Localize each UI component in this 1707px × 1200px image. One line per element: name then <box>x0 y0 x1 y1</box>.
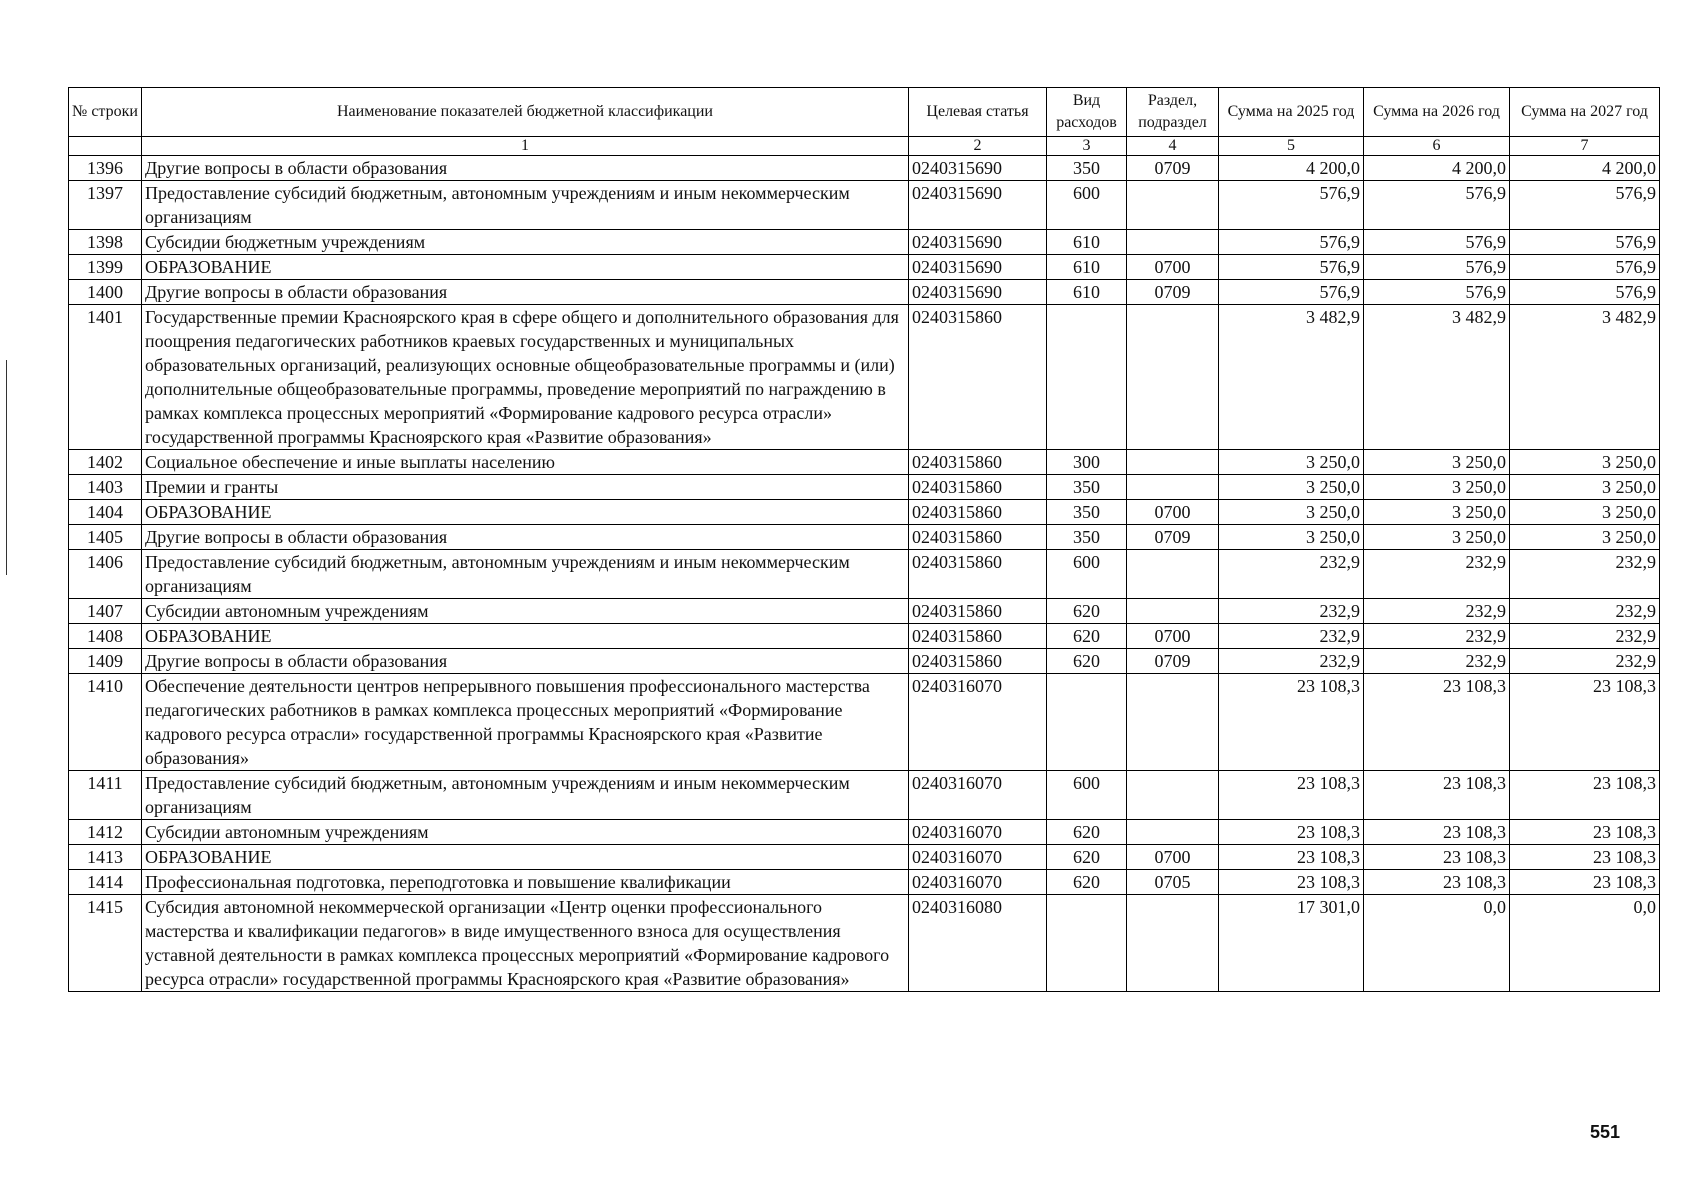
table-row <box>69 624 1660 649</box>
row-target-code: 0240315690 <box>909 181 1047 230</box>
table-row <box>69 181 1660 230</box>
row-number: 1412 <box>69 820 142 845</box>
row-amount-2027: 232,9 <box>1510 599 1660 624</box>
table-row <box>69 820 1660 845</box>
row-amount-2027: 3 250,0 <box>1510 475 1660 500</box>
row-section: 0709 <box>1127 156 1219 181</box>
table-body <box>69 156 1660 992</box>
row-expense-kind: 620 <box>1047 820 1127 845</box>
row-amount-2027: 576,9 <box>1510 255 1660 280</box>
row-target-code: 0240315860 <box>909 525 1047 550</box>
row-section <box>1127 550 1219 599</box>
row-number: 1398 <box>69 230 142 255</box>
row-amount-2027: 23 108,3 <box>1510 771 1660 820</box>
header-section: Раздел, подраздел <box>1127 88 1219 137</box>
row-name: Другие вопросы в области образования <box>142 280 909 305</box>
row-target-code: 0240316070 <box>909 820 1047 845</box>
budget-table <box>68 87 1660 992</box>
row-number: 1402 <box>69 450 142 475</box>
row-expense-kind: 610 <box>1047 230 1127 255</box>
row-target-code: 0240316070 <box>909 870 1047 895</box>
row-expense-kind <box>1047 305 1127 450</box>
table-row <box>69 771 1660 820</box>
row-number: 1406 <box>69 550 142 599</box>
row-amount-2027: 23 108,3 <box>1510 870 1660 895</box>
margin-mark <box>6 360 7 575</box>
row-target-code: 0240315690 <box>909 156 1047 181</box>
table-header-row <box>69 88 1660 137</box>
row-section: 0705 <box>1127 870 1219 895</box>
row-section <box>1127 599 1219 624</box>
row-amount-2026: 3 250,0 <box>1364 450 1510 475</box>
row-expense-kind: 620 <box>1047 624 1127 649</box>
row-amount-2026: 23 108,3 <box>1364 674 1510 771</box>
row-name: ОБРАЗОВАНИЕ <box>142 500 909 525</box>
row-expense-kind: 600 <box>1047 181 1127 230</box>
row-section: 0700 <box>1127 500 1219 525</box>
row-name: Другие вопросы в области образования <box>142 525 909 550</box>
row-target-code: 0240315690 <box>909 255 1047 280</box>
column-number: 3 <box>1047 137 1127 156</box>
row-number: 1404 <box>69 500 142 525</box>
row-expense-kind: 350 <box>1047 475 1127 500</box>
row-number: 1397 <box>69 181 142 230</box>
row-amount-2025: 23 108,3 <box>1219 870 1364 895</box>
row-amount-2027: 576,9 <box>1510 230 1660 255</box>
row-amount-2025: 3 250,0 <box>1219 475 1364 500</box>
row-amount-2027: 3 482,9 <box>1510 305 1660 450</box>
row-number: 1403 <box>69 475 142 500</box>
table-row <box>69 280 1660 305</box>
table-row <box>69 550 1660 599</box>
row-name: Субсидии бюджетным учреждениям <box>142 230 909 255</box>
header-2026: Сумма на 2026 год <box>1364 88 1510 137</box>
header-2025: Сумма на 2025 год <box>1219 88 1364 137</box>
row-amount-2025: 3 482,9 <box>1219 305 1364 450</box>
row-target-code: 0240315860 <box>909 450 1047 475</box>
row-number: 1409 <box>69 649 142 674</box>
row-section: 0709 <box>1127 649 1219 674</box>
column-number: 7 <box>1510 137 1660 156</box>
row-expense-kind: 620 <box>1047 649 1127 674</box>
row-number: 1399 <box>69 255 142 280</box>
row-amount-2025: 3 250,0 <box>1219 450 1364 475</box>
row-number: 1400 <box>69 280 142 305</box>
row-amount-2025: 23 108,3 <box>1219 674 1364 771</box>
row-name: ОБРАЗОВАНИЕ <box>142 845 909 870</box>
row-amount-2025: 576,9 <box>1219 230 1364 255</box>
row-amount-2027: 576,9 <box>1510 280 1660 305</box>
row-amount-2026: 232,9 <box>1364 624 1510 649</box>
row-target-code: 0240315860 <box>909 624 1047 649</box>
row-amount-2026: 576,9 <box>1364 255 1510 280</box>
row-amount-2026: 232,9 <box>1364 649 1510 674</box>
row-number: 1396 <box>69 156 142 181</box>
row-amount-2026: 3 250,0 <box>1364 525 1510 550</box>
row-name: Предоставление субсидий бюджетным, автономным учреждениям и иным некоммерческим организациям <box>142 550 909 599</box>
row-amount-2027: 232,9 <box>1510 550 1660 599</box>
row-amount-2026: 4 200,0 <box>1364 156 1510 181</box>
row-expense-kind: 300 <box>1047 450 1127 475</box>
row-amount-2026: 576,9 <box>1364 181 1510 230</box>
table-row <box>69 305 1660 450</box>
row-number: 1411 <box>69 771 142 820</box>
row-name: Профессиональная подготовка, переподготовка и повышение квалификации <box>142 870 909 895</box>
table-row <box>69 674 1660 771</box>
row-target-code: 0240316070 <box>909 845 1047 870</box>
table-row <box>69 599 1660 624</box>
row-name: Социальное обеспечение и иные выплаты населению <box>142 450 909 475</box>
table-row <box>69 525 1660 550</box>
row-amount-2025: 4 200,0 <box>1219 156 1364 181</box>
row-expense-kind <box>1047 674 1127 771</box>
table-row <box>69 255 1660 280</box>
row-amount-2026: 232,9 <box>1364 550 1510 599</box>
column-number: 6 <box>1364 137 1510 156</box>
row-target-code: 0240316070 <box>909 674 1047 771</box>
table-row <box>69 450 1660 475</box>
row-section <box>1127 895 1219 992</box>
row-amount-2026: 23 108,3 <box>1364 870 1510 895</box>
row-name: Предоставление субсидий бюджетным, автономным учреждениям и иным некоммерческим организациям <box>142 181 909 230</box>
column-number: 1 <box>142 137 909 156</box>
row-amount-2026: 0,0 <box>1364 895 1510 992</box>
row-target-code: 0240315860 <box>909 305 1047 450</box>
row-target-code: 0240315860 <box>909 500 1047 525</box>
row-amount-2025: 576,9 <box>1219 181 1364 230</box>
row-amount-2026: 232,9 <box>1364 599 1510 624</box>
row-section <box>1127 450 1219 475</box>
row-amount-2026: 3 250,0 <box>1364 500 1510 525</box>
row-section: 0700 <box>1127 845 1219 870</box>
header-name: Наименование показателей бюджетной классификации <box>142 88 909 137</box>
row-amount-2025: 232,9 <box>1219 649 1364 674</box>
table-row <box>69 870 1660 895</box>
table-row <box>69 895 1660 992</box>
row-name: Другие вопросы в области образования <box>142 156 909 181</box>
row-expense-kind: 620 <box>1047 845 1127 870</box>
row-amount-2025: 17 301,0 <box>1219 895 1364 992</box>
row-name: Субсидии автономным учреждениям <box>142 599 909 624</box>
column-number-row <box>69 137 1660 156</box>
row-amount-2025: 232,9 <box>1219 550 1364 599</box>
row-name: Субсидия автономной некоммерческой организации «Центр оценки профессионального мастерства и квалификации педагогов» в виде имущественного взноса для осуществления уставной деятельности в рамках комплекса процессных мероприятий «Формирование кадрового ресурса отрасли» государственной программы Красноярского края «Развитие образования» <box>142 895 909 992</box>
row-amount-2025: 232,9 <box>1219 624 1364 649</box>
row-amount-2026: 3 250,0 <box>1364 475 1510 500</box>
row-section: 0709 <box>1127 280 1219 305</box>
row-number: 1410 <box>69 674 142 771</box>
row-target-code: 0240315690 <box>909 230 1047 255</box>
row-amount-2026: 3 482,9 <box>1364 305 1510 450</box>
row-amount-2026: 576,9 <box>1364 280 1510 305</box>
row-amount-2027: 576,9 <box>1510 181 1660 230</box>
header-target: Целевая статья <box>909 88 1047 137</box>
table-row <box>69 500 1660 525</box>
row-target-code: 0240316070 <box>909 771 1047 820</box>
column-number: 5 <box>1219 137 1364 156</box>
row-amount-2027: 0,0 <box>1510 895 1660 992</box>
row-number: 1408 <box>69 624 142 649</box>
table-row <box>69 475 1660 500</box>
row-expense-kind: 610 <box>1047 280 1127 305</box>
table-row <box>69 230 1660 255</box>
row-section <box>1127 771 1219 820</box>
row-amount-2026: 23 108,3 <box>1364 845 1510 870</box>
row-name: Премии и гранты <box>142 475 909 500</box>
row-section <box>1127 475 1219 500</box>
row-expense-kind: 350 <box>1047 156 1127 181</box>
row-expense-kind: 600 <box>1047 771 1127 820</box>
row-number: 1415 <box>69 895 142 992</box>
row-name: Обеспечение деятельности центров непрерывного повышения профессионального мастерства педагогических работников в рамках комплекса процессных мероприятий «Формирование кадрового ресурса отрасли» государственной программы Красноярского края «Развитие образования» <box>142 674 909 771</box>
row-target-code: 0240315860 <box>909 475 1047 500</box>
row-name: ОБРАЗОВАНИЕ <box>142 624 909 649</box>
row-amount-2027: 232,9 <box>1510 649 1660 674</box>
row-amount-2025: 23 108,3 <box>1219 820 1364 845</box>
row-name: Государственные премии Красноярского края в сфере общего и дополнительного образования для поощрения педагогических работников краевых государственных и муниципальных образовательных организаций, реализующих основные общеобразовательные программы и (или) дополнительные общеобразовательные программы, проведение мероприятий по награждению в рамках комплекса процессных мероприятий «Формирование кадрового ресурса отрасли» государственной программы Красноярского края «Развитие образования» <box>142 305 909 450</box>
header-row-no: № строки <box>69 88 142 137</box>
column-number: 2 <box>909 137 1047 156</box>
row-name: Предоставление субсидий бюджетным, автономным учреждениям и иным некоммерческим организациям <box>142 771 909 820</box>
row-amount-2027: 3 250,0 <box>1510 525 1660 550</box>
row-expense-kind: 610 <box>1047 255 1127 280</box>
row-name: ОБРАЗОВАНИЕ <box>142 255 909 280</box>
header-2027: Сумма на 2027 год <box>1510 88 1660 137</box>
row-expense-kind: 350 <box>1047 525 1127 550</box>
table-row <box>69 845 1660 870</box>
row-number: 1405 <box>69 525 142 550</box>
table-row <box>69 649 1660 674</box>
row-section <box>1127 674 1219 771</box>
row-amount-2027: 23 108,3 <box>1510 820 1660 845</box>
column-number-empty <box>69 137 142 156</box>
row-amount-2025: 3 250,0 <box>1219 500 1364 525</box>
row-number: 1414 <box>69 870 142 895</box>
row-amount-2027: 23 108,3 <box>1510 674 1660 771</box>
row-expense-kind: 620 <box>1047 870 1127 895</box>
row-amount-2025: 23 108,3 <box>1219 771 1364 820</box>
row-target-code: 0240315690 <box>909 280 1047 305</box>
row-section <box>1127 181 1219 230</box>
row-section <box>1127 820 1219 845</box>
row-amount-2027: 3 250,0 <box>1510 450 1660 475</box>
row-number: 1407 <box>69 599 142 624</box>
row-amount-2025: 576,9 <box>1219 280 1364 305</box>
row-section: 0700 <box>1127 255 1219 280</box>
row-amount-2026: 23 108,3 <box>1364 820 1510 845</box>
page-number: 551 <box>1590 1122 1621 1142</box>
row-target-code: 0240315860 <box>909 599 1047 624</box>
row-amount-2026: 23 108,3 <box>1364 771 1510 820</box>
row-amount-2027: 232,9 <box>1510 624 1660 649</box>
row-target-code: 0240316080 <box>909 895 1047 992</box>
column-number: 4 <box>1127 137 1219 156</box>
header-kind: Вид расходов <box>1047 88 1127 137</box>
row-amount-2027: 4 200,0 <box>1510 156 1660 181</box>
row-amount-2025: 232,9 <box>1219 599 1364 624</box>
row-expense-kind: 600 <box>1047 550 1127 599</box>
row-amount-2025: 23 108,3 <box>1219 845 1364 870</box>
row-section <box>1127 305 1219 450</box>
row-expense-kind <box>1047 895 1127 992</box>
row-section <box>1127 230 1219 255</box>
row-target-code: 0240315860 <box>909 550 1047 599</box>
row-number: 1401 <box>69 305 142 450</box>
row-amount-2026: 576,9 <box>1364 230 1510 255</box>
row-amount-2027: 3 250,0 <box>1510 500 1660 525</box>
row-name: Другие вопросы в области образования <box>142 649 909 674</box>
row-section: 0709 <box>1127 525 1219 550</box>
row-name: Субсидии автономным учреждениям <box>142 820 909 845</box>
row-amount-2025: 3 250,0 <box>1219 525 1364 550</box>
row-amount-2025: 576,9 <box>1219 255 1364 280</box>
table-row <box>69 156 1660 181</box>
row-section: 0700 <box>1127 624 1219 649</box>
row-target-code: 0240315860 <box>909 649 1047 674</box>
row-number: 1413 <box>69 845 142 870</box>
row-expense-kind: 620 <box>1047 599 1127 624</box>
row-expense-kind: 350 <box>1047 500 1127 525</box>
row-amount-2027: 23 108,3 <box>1510 845 1660 870</box>
